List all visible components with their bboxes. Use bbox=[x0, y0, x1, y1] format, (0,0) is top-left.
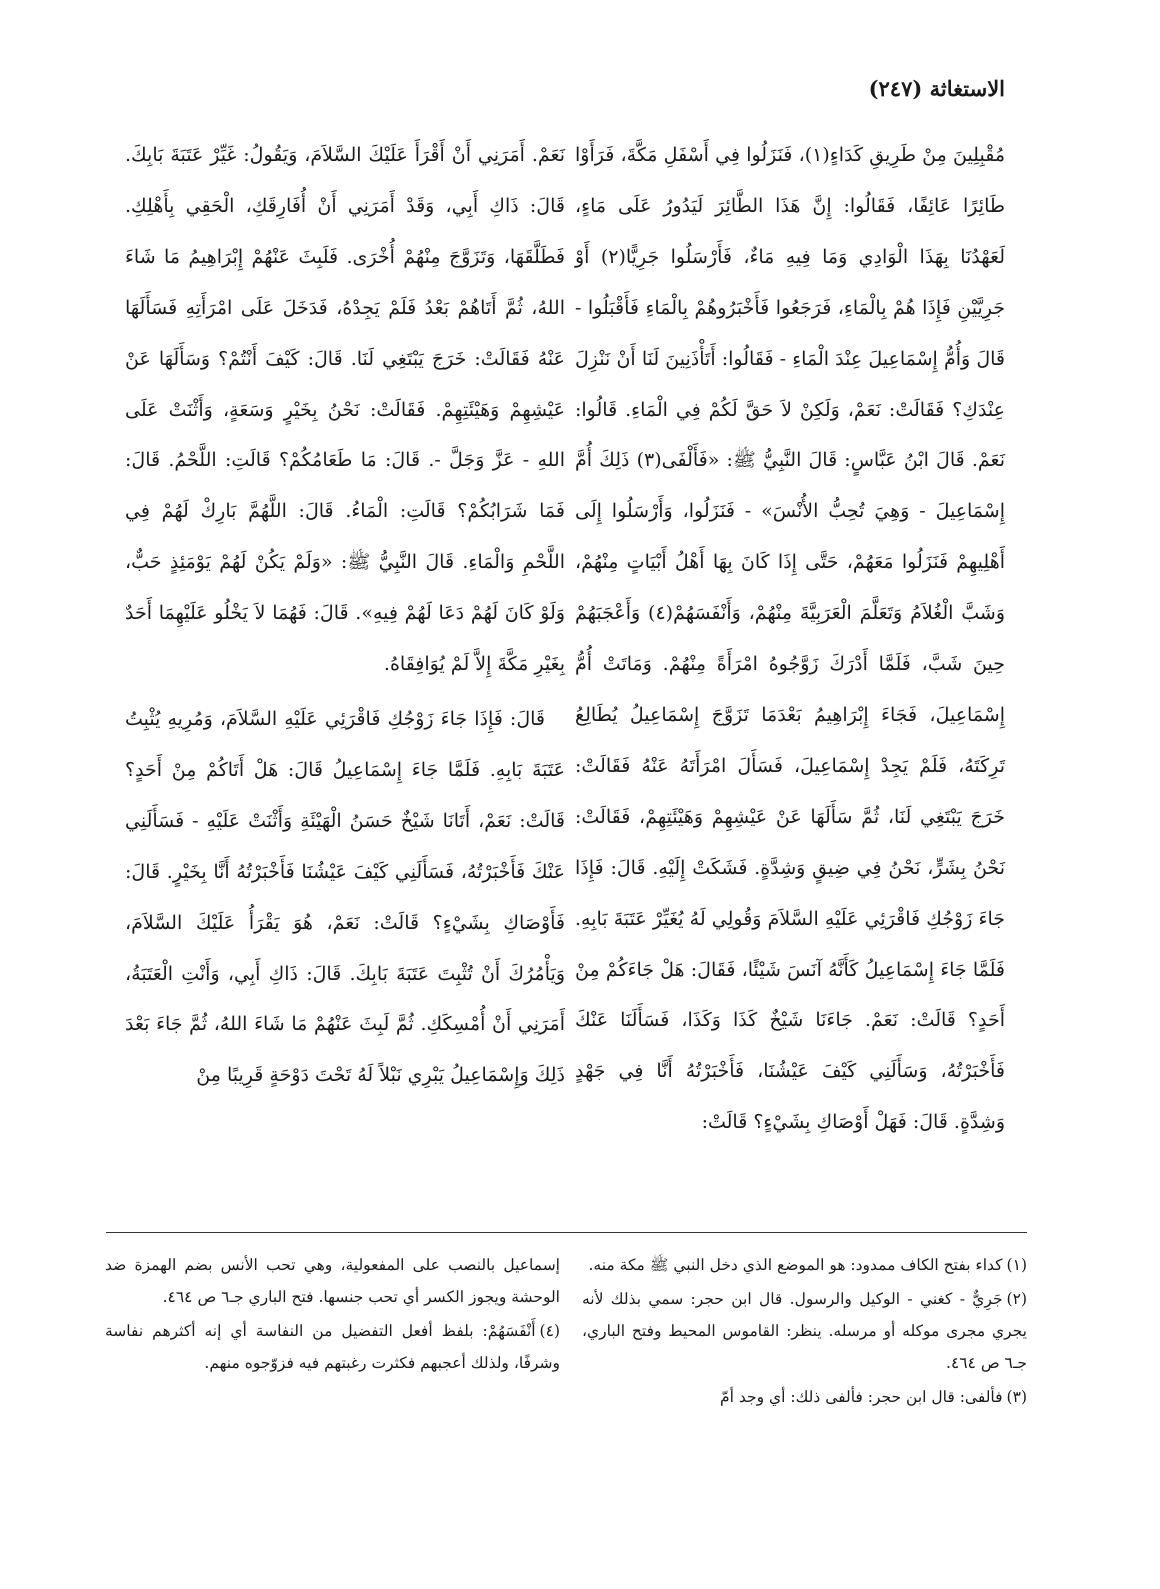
footnote-text: كداء بفتح الكاف ممدود: هو الموضع الذي دخل النبي ﷺ مكة منه. bbox=[588, 1256, 1003, 1274]
footnote-number: (١) bbox=[1006, 1256, 1027, 1274]
footnotes-left-column bbox=[105, 1249, 560, 1381]
footnote-separator bbox=[106, 1232, 1027, 1233]
footnote-1 bbox=[582, 1249, 1027, 1281]
paragraph: قَالَ: فَإِذَا جَاءَ زَوْجُكِ فَاقْرَئِي عَلَيْهِ السَّلاَمَ، وَمُرِيهِ يُثْبِتُ عَتَبَةَ بَابِهِ. فَلَمَّا جَاءَ إِسْمَاعِيلُ قَالَ: هَلْ أَتَاكُمْ مِنْ أَحَدٍ؟ قَالَتْ: نَعَمْ، أَتَانَا شَيْخٌ حَسَنُ الْهَيْئَةِ وَأَثْنَتْ عَلَيْهِ - فَسَأَلَنِي عَنْكَ فَأَخْبَرْتُهُ، فَسَأَلَنِي كَيْفَ عَيْشُنَا فَأَخْبَرْتُهُ أَنَّا بِخَيْرٍ. قَالَ: فَأَوْصَاكِ بِشَيْءٍ؟ قَالَتْ: نَعَمْ، هُوَ يَقْرَأُ عَلَيْكَ السَّلاَمَ، وَيَأْمُرُكَ أَنْ تُثْبِتَ عَتَبَةَ بَابِكَ. قَالَ: ذَاكِ أَبِي، وَأَنْتِ الْعَتَبَةُ، أَمَرَنِي أَنْ أُمْسِكَكِ. ثُمَّ لَبِثَ عَنْهُمْ مَا شَاءَ اللهُ، ثُمَّ جَاءَ بَعْدَ ذَلِكَ وَإِسْمَاعِيلُ يَبْرِي نَبْلاً لَهُ تَحْتَ دَوْحَةٍ قَرِيبًا مِنْ bbox=[125, 707, 565, 1087]
paragraph: مُقْبِلِينَ مِنْ طَرِيقِ كَدَاءٍ(١)، فَنَزَلُوا فِي أَسْفَلِ مَكَّةَ، فَرَأَوْا طَائِرًا عَائِفًا، فَقَالُوا: إِنَّ هَذَا الطَّائِرَ لَيَدُورُ عَلَى مَاءٍ، لَعَهْدُنَا بِهَذَا الْوَادِي وَمَا فِيهِ مَاءٌ، فَأَرْسَلُوا جَرِيًّا(٢) أَوْ جَرِيَّيْنِ فَإِذَا هُمْ بِالْمَاءِ، فَرَجَعُوا فَأَخْبَرُوهُمْ بِالْمَاءِ فَأَقْبَلُوا - قَالَ وَأُمُّ إِسْمَاعِيلَ عِنْدَ الْمَاءِ - فَقَالُوا: أَتَأْذَنِينَ لَنَا أَنْ نَنْزِلَ عِنْدَكِ؟ فَقَالَتْ: نَعَمْ، وَلَكِنْ لاَ حَقَّ لَكُمْ فِي الْمَاءِ. قَالُوا: نَعَمْ. قَالَ ابْنُ عَبَّاسٍ: قَالَ النَّبِيُّ ﷺ: «فَأَلْفَى(٣) ذَلِكَ أُمَّ إِسْمَاعِيلَ - وَهِيَ تُحِبُّ الأُنْسَ» - فَنَزَلُوا، وَأَرْسَلُوا إِلَى أَهْلِيهِمْ فَنَزَلُوا مَعَهُمْ، حَتَّى إِذَا كَانَ بِهَا أَهْلُ أَبْيَاتٍ مِنْهُمْ، وَشَبَّ الْغُلاَمُ وَتَعَلَّمَ الْعَرَبِيَّةَ مِنْهُمْ، وَأَنْفَسَهُمْ(٤) وَأَعْجَبَهُمْ حِينَ شَبَّ، فَلَمَّا أَدْرَكَ زَوَّجُوهُ امْرَأَةً مِنْهُمْ. وَمَاتَتْ أُمُّ إِسْمَاعِيلَ، فَجَاءَ إِبْرَاهِيمُ بَعْدَمَا تَزَوَّجَ إِسْمَاعِيلُ يُطَالِعُ تَرِكَتَهُ، فَلَمْ يَجِدْ إِسْمَاعِيلَ، فَسَأَلَ امْرَأَتَهُ عَنْهُ فَقَالَتْ: خَرَجَ يَبْتَغِي لَنَا، ثُمَّ سَأَلَهَا عَنْ عَيْشِهِمْ وَهَيْئَتِهِمْ، فَقَالَتْ: نَحْنُ بِشَرٍّ، نَحْنُ فِي ضِيقٍ وَشِدَّةٍ. فَشَكَتْ إِلَيْهِ. قَالَ: فَإِذَا جَاءَ زَوْجُكِ فَاقْرَئِي عَلَيْهِ السَّلاَمَ وَقُولِي لَهُ يُغَيِّرْ عَتَبَةَ بَابِهِ. فَلَمَّا جَاءَ إِسْمَاعِيلُ كَأَنَّهُ آنَسَ شَيْئًا، فَقَالَ: هَلْ جَاءَكُمْ مِنْ أَحَدٍ؟ قَالَتْ: نَعَمْ. جَاءَنَا شَيْخٌ كَذَا وَكَذَا، فَسَأَلَنَا عَنْكَ فَأَخْبَرْتُهُ، وَسَأَلَنِي كَيْفَ عَيْشُنَا، فَأَخْبَرْتُهُ أَنَّا فِي جَهْدٍ وَشِدَّةٍ. قَالَ: فَهَلْ أَوْصَاكِ بِشَيْءٍ؟ قَالَتْ: bbox=[575, 144, 1006, 1134]
footnote-text: فألفى: قال ابن حجر: فألفى ذلك: أي وجد أمّ bbox=[720, 1388, 1003, 1406]
footnote-number: (٤) bbox=[539, 1322, 560, 1340]
page-header: الاستغاثة (٢٤٧) bbox=[868, 76, 1005, 101]
footnote-text: جَرِيٌّ - كغني - الوكيل والرسول. قال ابن حجر: سمي بذلك لأنه يجري مجرى موكله أو مرسله. ينظر: القاموس المحيط وفتح الباري، جـ٦ ص ٤٦٤. bbox=[582, 1290, 1027, 1372]
footnotes-right-column bbox=[582, 1249, 1027, 1415]
paragraph: نَعَمْ. أَمَرَنِي أَنْ أَقْرَأَ عَلَيْكَ السَّلاَمَ، وَيَقُولُ: غَيِّرْ عَتَبَةَ بَابِكَ. قَالَ: ذَاكِ أَبِي، وَقَدْ أَمَرَنِي أَنْ أُفَارِقَكِ، الْحَقِي بِأَهْلِكِ. فَطَلَّقَهَا، وَتَزَوَّجَ مِنْهُمْ أُخْرَى. فَلَبِثَ عَنْهُمْ إِبْرَاهِيمُ مَا شَاءَ اللهُ، ثُمَّ أَتَاهُمْ بَعْدُ فَلَمْ يَجِدْهُ، فَدَخَلَ عَلَى امْرَأَتِهِ فَسَأَلَهَا عَنْهُ فَقَالَتْ: خَرَجَ يَبْتَغِي لَنَا. قَالَ: كَيْفَ أَنْتُمْ؟ وَسَأَلَهَا عَنْ عَيْشِهِمْ وَهَيْئَتِهِمْ. فَقَالَتْ: نَحْنُ بِخَيْرٍ وَسَعَةٍ، وَأَثْنَتْ عَلَى اللهِ - عَزَّ وَجَلَّ -. قَالَ: مَا طَعَامُكُمْ؟ قَالَتِ: اللَّحْمُ. قَالَ: فَمَا شَرَابُكُمْ؟ قَالَتِ: الْمَاءُ. قَالَ: اللَّهُمَّ بَارِكْ لَهُمْ فِي اللَّحْمِ وَالْمَاءِ. قَالَ النَّبِيُّ ﷺ: «وَلَمْ يَكُنْ لَهُمْ يَوْمَئِذٍ حَبٌّ، وَلَوْ كَانَ لَهُمْ دَعَا لَهُمْ فِيهِ». قَالَ: فَهُمَا لاَ يَخْلُو عَلَيْهِمَا أَحَدٌ بِغَيْرِ مَكَّةَ إِلاَّ لَمْ يُوَافِقَاهُ. bbox=[125, 144, 565, 676]
footnote-text: أَنْفَسَهُمْ: بلفظ أفعل التفضيل من النفاسة أي إنه أكثرهم نفاسة وشرفًا، ولذلك أعجبهم فكثرت رغبتهم فيه فزوّجوه منهم. bbox=[105, 1322, 560, 1372]
footnote-3-continued bbox=[105, 1249, 560, 1313]
footnote-3 bbox=[582, 1381, 1027, 1413]
footnote-2 bbox=[582, 1283, 1027, 1379]
main-text-right-column bbox=[575, 130, 1005, 1148]
main-text-left-column bbox=[125, 130, 565, 1101]
footnote-number: (٢) bbox=[1006, 1290, 1027, 1308]
footnote-4 bbox=[105, 1315, 560, 1379]
footnote-text: إسماعيل بالنصب على المفعولية، وهي تحب الأنس بضم الهمزة ضد الوحشة ويجوز الكسر أي تحب جنسها. فتح الباري جـ٦ ص ٤٦٤. bbox=[105, 1256, 560, 1306]
footnote-number: (٣) bbox=[1006, 1388, 1027, 1406]
